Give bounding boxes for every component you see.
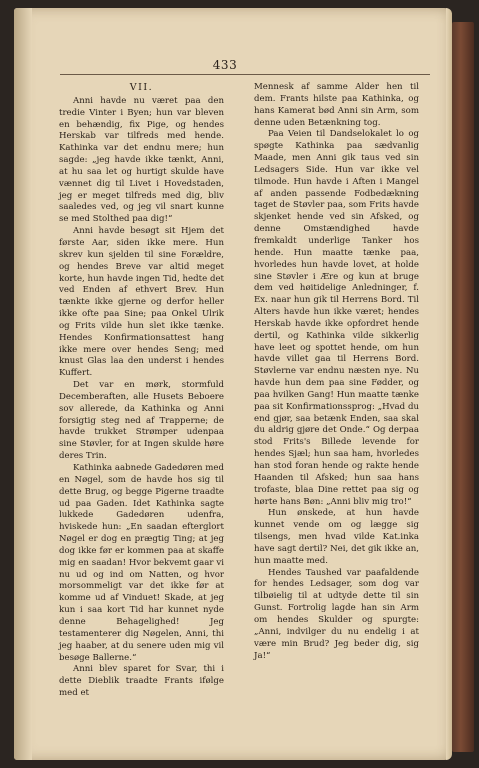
paragraph: Det var en mørk, stormfuld Decemberaften, alle Husets Beboere sov allerede, da Kathinka og Anni forsigtig steg ned af Trapperne; de havde trukket Strømper udenpaa sine Støvler, for at Ingen skulde høre deres Trin. — [59, 380, 224, 462]
left-column — [59, 82, 224, 700]
paragraph: Hendes Taushed var paafaldende for hendes Ledsager, som dog var tilbøielig til at udtyde dette til sin Gunst. Fortrolig lagde han sin Arm om hendes Skulder og spurgte: „Anni, indvilger du nu endelig i at være min Brud? Jeg beder dig, sig Ja!“ — [254, 567, 419, 661]
paragraph: Kathinka aabnede Gadedøren med en Nøgel, som de havde hos sig til dette Brug, og begge Pigerne traadte ud paa Gaden. Idet Kathinka sagte lukkede Gadedøren udenfra, hviskede hun: „En saadan efterglort Nøgel er dog en prægtig Ting; at jeg dog ikke før er kommen paa at skaffe mig en saadan! Hvor bekvemt gaar vi nu ud og ind om Natten, og hvor morsommeligt var det ikke før at komme ud af Vinduet! Skade, at jeg kun i saa kort Tid har kunnet nyde denne Behagelighed! Jeg testamenterer dig Nøgelen, Anni, thi jeg haaber, at du senere uden mig vil besøge Ballerne.“ — [59, 463, 225, 663]
paragraph: Anni havde nu været paa den tredie Vinter i Byen; hun var bleven en behændig, fix Pige, og hendes Herskab var tilfreds med hende. Kathinka var det endnu mere; hun sagde: „jeg havde ikke tænkt, Anni, at hu saa let og hurtigt skulde have vænnet dig til Livet i Hovedstaden, jeg er meget tilfreds med dig, bliv saaledes ved, og jeg vil snart kunne se med Stolthed paa dig!“ — [59, 95, 224, 225]
paragraph: Mennesk af samme Alder hen til dem. Frants hilste paa Kathinka, og hans Kamerat bød Anni sin Arm, som denne uden Betænkning tog. — [254, 82, 419, 128]
chapter-heading: VII. — [129, 82, 154, 93]
book-binding — [452, 22, 474, 752]
page-gutter — [14, 8, 32, 760]
right-column — [254, 82, 419, 662]
header-rule — [60, 74, 430, 75]
paragraph: Anni havde besøgt sit Hjem det første Aar, siden ikke mere. Hun skrev kun sjelden til sine Forældre, og hendes Breve var altid meget korte, hun havde ingen Tid, hedte det ved Enden af ethvert Brev. Hun tænkte ikke gjerne og derfor heller ikke ofte paa Sine; paa Onkel Ulrik og Frits vilde hun slet ikke tænke. Hendes Konfirmationsattest hang ikke mere over hendes Seng; med knust Glas laa den underst i hendes Kuffert. — [59, 226, 224, 379]
page-edge — [446, 8, 452, 760]
paragraph: Hun ønskede, at hun havde kunnet vende om og lægge sig tilsengs, men hvad vilde Kat.inka have sagt dertil? Nei, det gik ikke an, hun maatte med. — [254, 508, 419, 566]
paragraph: Paa Veien til Dandselokalet lo og spøgte Kathinka paa sædvanlig Maade, men Anni gik taus ved sin Ledsagers Side. Hun var ikke vel tilmode. Hun havde i Aften i Mangel af anden passende Fodbedækning taget de Støvler paa, som Frits havde skjenket hende ved sin Afsked, og denne Omstændighed havde fremkaldt underlige Tanker hos hende. Hun maatte tænke paa, hvorledes hun havde lovet, at holde sine Støvler i Ære og kun at bruge dem ved høitidelige Anledninger, f. Ex. naar hun gik til Herrens Bord. Til Alters havde hun ikke været; hendes Herskab havde ikke opfordret hende dertil, og Kathinka vilde sikkerlig have leet og spottet hende, om hun havde villet gaa til Herrens Bord. Støvlerne var endnu næsten nye. Nu havde hun dem paa sine Fødder, og paa hvilken Gang! Hun maatte tænke paa sit Konfirmationssprog: „Hvad du end gjør, saa betænk Enden, saa skal du aldrig gjøre det Onde.“ Og derpaa stod Frits's Billede levende for hendes Sjæl; hun saa ham, hvorledes han stod foran hende og rakte hende Haanden til Afsked; hun saa hans trofaste, blaa Dine rettet paa sig og hørte hans Bøn: „Anni bliv mig tro!“ — [254, 129, 419, 507]
paragraph: Anni blev sparet for Svar, thi i dette Dieblik traadte Frants ifølge med et — [59, 664, 224, 699]
page-number: 433 — [212, 58, 238, 72]
